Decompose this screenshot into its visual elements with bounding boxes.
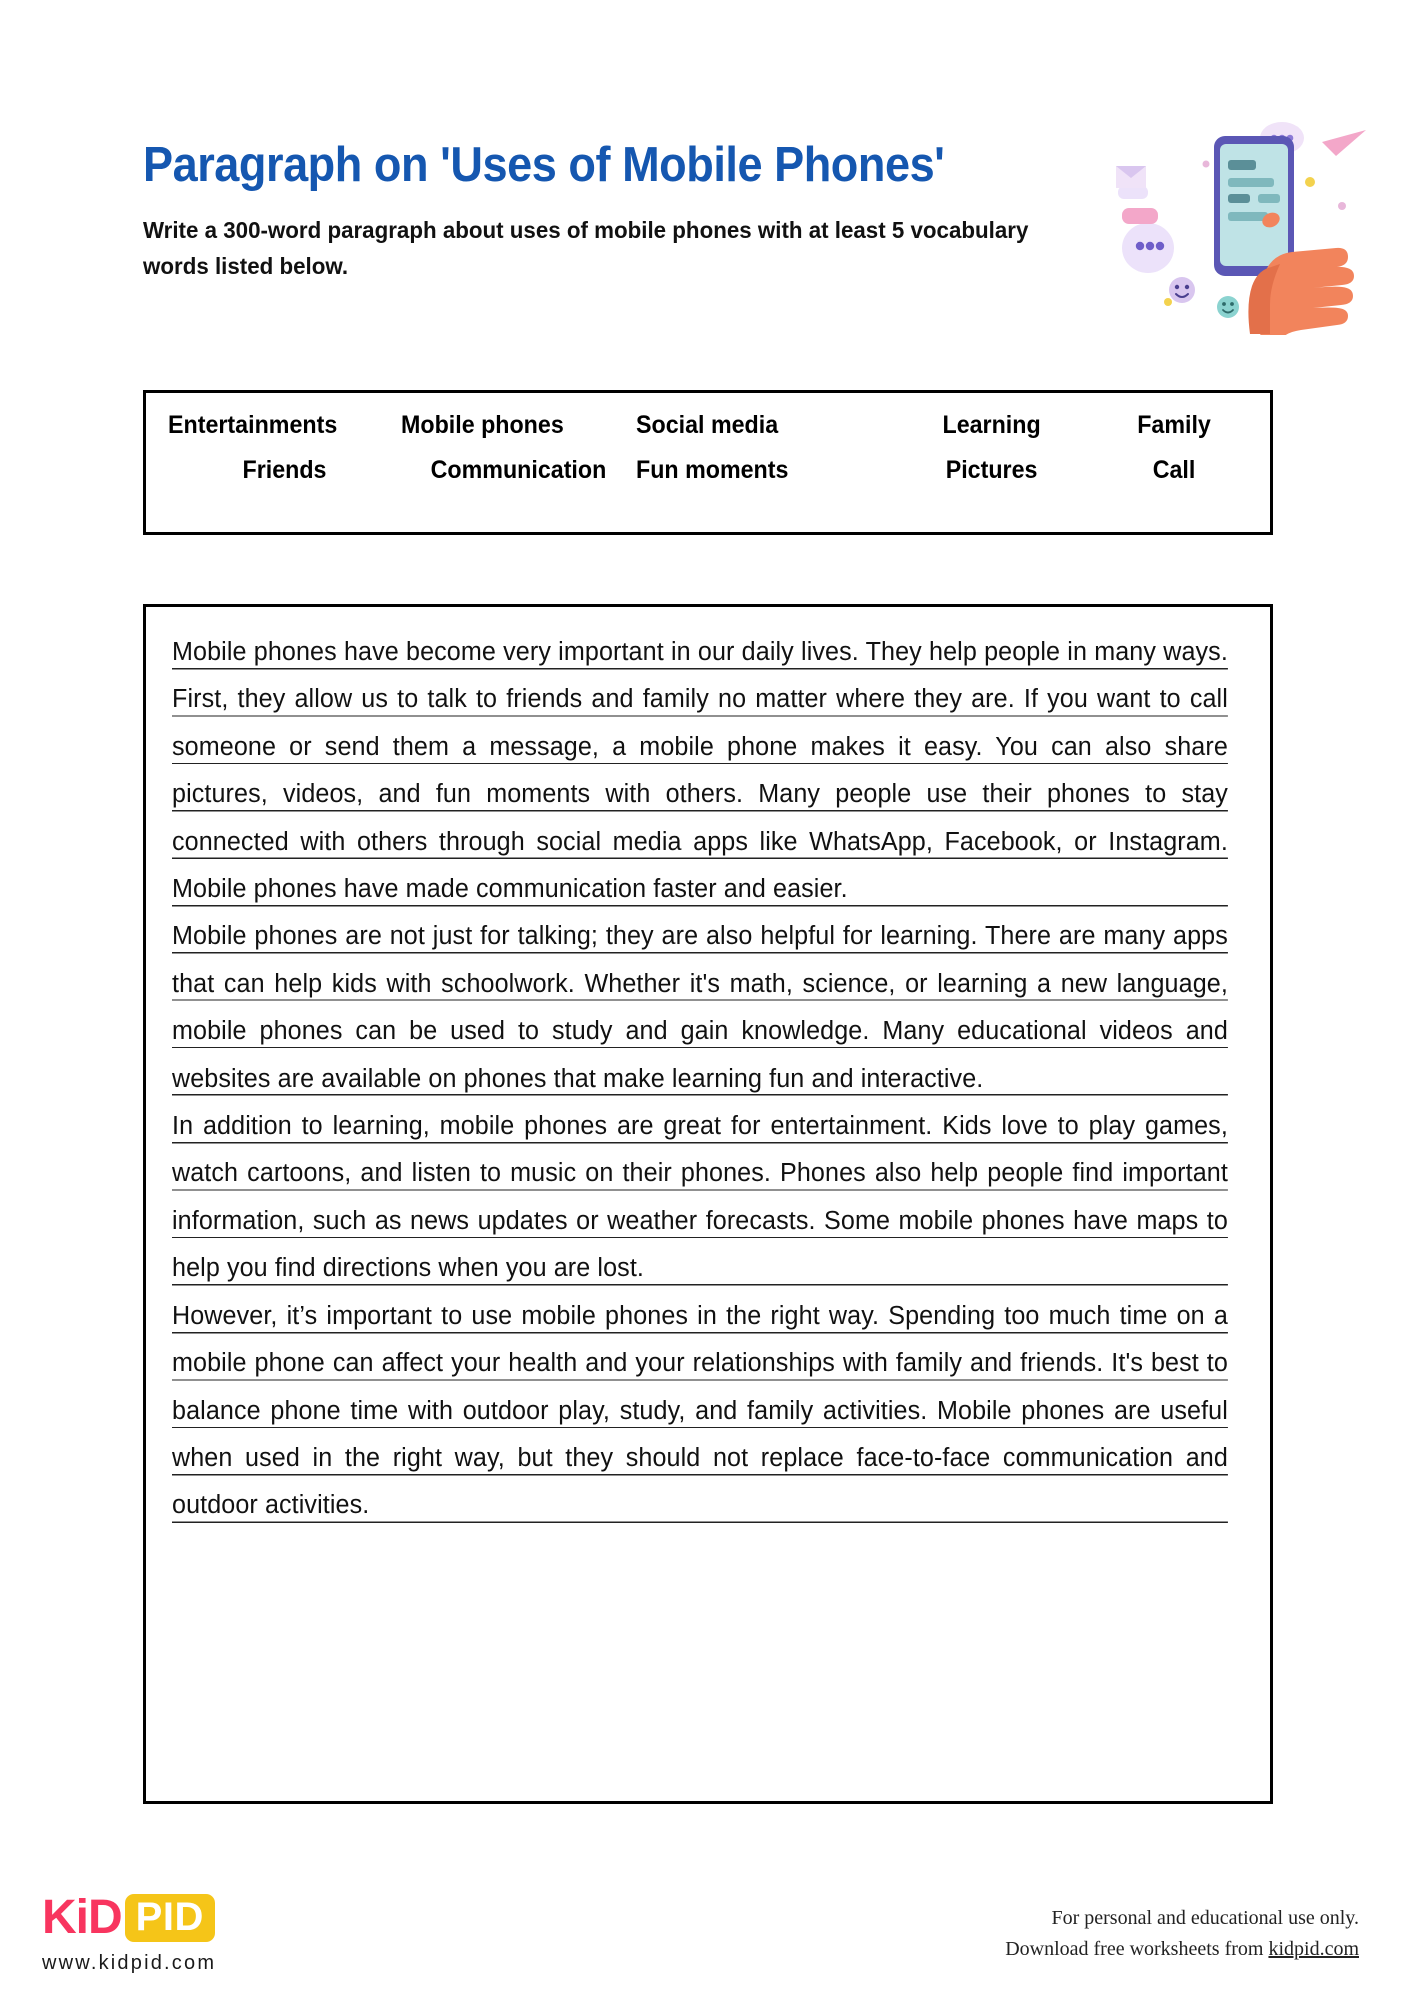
vocabulary-word: Pictures bbox=[945, 456, 1038, 484]
header bbox=[143, 140, 1273, 284]
vocabulary-word: Family bbox=[1137, 411, 1211, 439]
logo-website-url: www.kidpid.com bbox=[42, 1952, 217, 1974]
vocabulary-word: Call bbox=[1152, 456, 1196, 484]
vocabulary-word-bank bbox=[143, 390, 1273, 535]
logo-wordmark bbox=[42, 1892, 332, 1944]
answer-paragraph-box bbox=[143, 604, 1273, 1804]
footer-note-line2 bbox=[1005, 1934, 1359, 1965]
kidpid-link[interactable]: kidpid.com bbox=[1268, 1938, 1359, 1960]
vocabulary-word: Communication bbox=[430, 456, 607, 484]
answer-paragraph: Mobile phones are not just for talking; they are also helpful for learning. There are many apps that can help kids with schoolwork. Whether it's math, science, or learning a new language, mobile phones can be used to study and gain knowledge. Many educational videos and websites are available on phones that make learning fun and interactive. bbox=[172, 913, 1228, 1103]
vocabulary-word: Fun moments bbox=[635, 456, 789, 484]
vocabulary-word: Social media bbox=[635, 411, 779, 439]
instructions-text: Write a 300-word paragraph about uses of mobile phones with at least 5 vocabulary words listed below. bbox=[143, 217, 1029, 279]
page-title: Paragraph on 'Uses of Mobile Phones' bbox=[143, 138, 945, 192]
kidpid-logo bbox=[42, 1892, 332, 1975]
vocabulary-row bbox=[168, 411, 1248, 440]
logo-pid-text: PID bbox=[125, 1894, 215, 1942]
footer-note-prefix: Download free worksheets from bbox=[1005, 1938, 1269, 1960]
vocabulary-word: Mobile phones bbox=[400, 411, 564, 439]
vocabulary-word: Entertainments bbox=[168, 411, 338, 439]
mobile-phone-illustration bbox=[1110, 120, 1380, 335]
answer-paragraph: In addition to learning, mobile phones are great for entertainment. Kids love to play games, watch cartoons, and listen to music on their phones. Phones also help people find important information, such as news updates or weather forecasts. Some mobile phones have maps to help you find directions when you are lost. bbox=[172, 1103, 1228, 1293]
vocabulary-row bbox=[168, 456, 1248, 485]
logo-kid-text: KiD bbox=[42, 1891, 122, 1944]
vocabulary-word: Learning bbox=[942, 411, 1041, 439]
answer-paragraph: Mobile phones have become very important in our daily lives. They help people in many ways. First, they allow us to talk to friends and family no matter where they are. If you want to call someone or send them a message, a mobile phone makes it easy. You can also share pictures, videos, and fun moments with others. Many people use their phones to stay connected with others through social media apps like WhatsApp, Facebook, or Instagram. Mobile phones have made communication faster and easier. bbox=[172, 629, 1228, 913]
footer-usage-note bbox=[1005, 1903, 1359, 1965]
footer-note-line1: For personal and educational use only. bbox=[1051, 1907, 1359, 1929]
answer-paragraph: However, it’s important to use mobile phones in the right way. Spending too much time on a mobile phone can affect your health and your relationships with family and friends. It's best to balance phone time with outdoor play, study, and family activities. Mobile phones are useful when used in the right way, but they should not replace face-to-face communication and outdoor activities. bbox=[172, 1293, 1228, 1530]
vocabulary-word: Friends bbox=[242, 456, 327, 484]
